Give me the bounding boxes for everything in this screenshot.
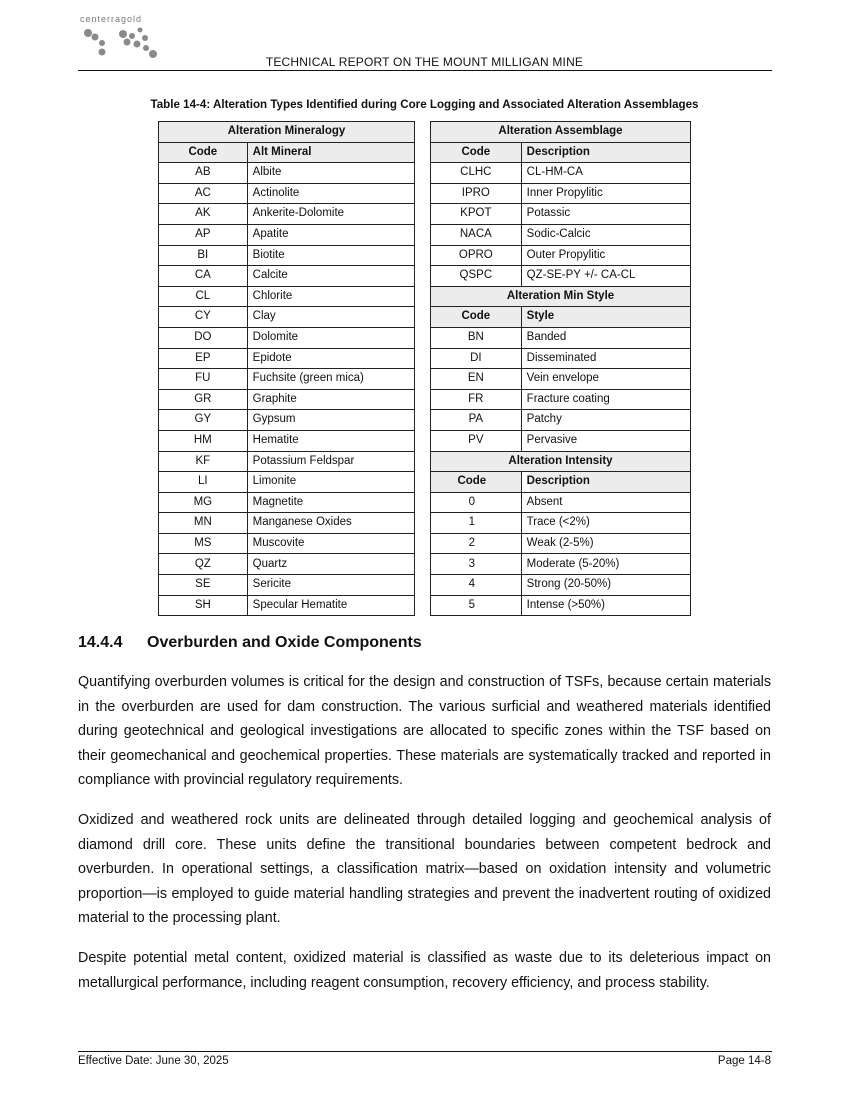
code-cell: EP — [159, 348, 248, 369]
column-header-alt-mineral: Alt Mineral — [247, 142, 414, 163]
table-row — [431, 389, 691, 410]
code-cell: SE — [159, 575, 248, 596]
code-cell: HM — [159, 430, 248, 451]
section-title: Overburden and Oxide Components — [147, 634, 422, 651]
description-cell: Absent — [521, 492, 690, 513]
description-cell: Pervasive — [521, 430, 690, 451]
table-row — [159, 430, 415, 451]
description-cell: Limonite — [247, 472, 414, 493]
table-row — [159, 410, 415, 431]
code-cell: 4 — [431, 575, 522, 596]
table-row — [159, 451, 415, 472]
table-row — [159, 369, 415, 390]
description-cell: Manganese Oxides — [247, 513, 414, 534]
description-cell: Apatite — [247, 224, 414, 245]
description-cell: Strong (20-50%) — [521, 575, 690, 596]
description-cell: Calcite — [247, 266, 414, 287]
column-header-description: Style — [521, 307, 690, 328]
column-header-code: Code — [431, 142, 522, 163]
description-cell: Banded — [521, 327, 690, 348]
code-cell: SH — [159, 595, 248, 616]
table-title-row — [431, 122, 691, 143]
description-cell: Vein envelope — [521, 369, 690, 390]
table-row — [431, 224, 691, 245]
code-cell: PV — [431, 430, 522, 451]
table-title-row — [159, 122, 415, 143]
description-cell: Sodic-Calcic — [521, 224, 690, 245]
table-title-row — [431, 451, 691, 472]
description-cell: Ankerite-Dolomite — [247, 204, 414, 225]
table-row — [431, 554, 691, 575]
alteration-mineralogy-body — [159, 122, 415, 616]
description-cell: Hematite — [247, 430, 414, 451]
code-cell: QSPC — [431, 266, 522, 287]
table-row — [159, 163, 415, 184]
code-cell: BI — [159, 245, 248, 266]
description-cell: Potassic — [521, 204, 690, 225]
alteration-intensity-title: Alteration Intensity — [431, 451, 691, 472]
table-row — [431, 410, 691, 431]
table-row — [431, 183, 691, 204]
description-cell: Potassium Feldspar — [247, 451, 414, 472]
code-cell: KPOT — [431, 204, 522, 225]
description-cell: Specular Hematite — [247, 595, 414, 616]
footer-divider — [78, 1051, 772, 1052]
code-cell: BN — [431, 327, 522, 348]
description-cell: CL-HM-CA — [521, 163, 690, 184]
table-row — [159, 575, 415, 596]
column-header-description: Description — [521, 142, 690, 163]
table-row — [159, 286, 415, 307]
code-cell: NACA — [431, 224, 522, 245]
table-row — [431, 245, 691, 266]
description-cell: Disseminated — [521, 348, 690, 369]
code-cell: IPRO — [431, 183, 522, 204]
body-paragraph: Quantifying overburden volumes is critical for the design and construction of TSFs, because certain materials in the overburden are used for dam construction. The various surficial and weathered materials identified during geotechnical and geological investigations are allocated to specific zones within the TSF based on their geomechanical and geochemical properties. These materials are systematically tracked and reported in compliance with provincial regulatory requirements. — [78, 674, 771, 788]
description-cell: QZ-SE-PY +/- CA-CL — [521, 266, 690, 287]
code-cell: 5 — [431, 595, 522, 616]
page-number: Page 14-8 — [717, 1055, 771, 1067]
column-header-row — [431, 142, 691, 163]
alteration-mineralogy-title: Alteration Mineralogy — [159, 122, 415, 143]
code-cell: MN — [159, 513, 248, 534]
table-row — [159, 348, 415, 369]
table-row — [159, 307, 415, 328]
code-cell: CY — [159, 307, 248, 328]
description-cell: Fracture coating — [521, 389, 690, 410]
code-cell: FR — [431, 389, 522, 410]
body-paragraph: Oxidized and weathered rock units are delineated through detailed logging and geochemical analysis of diamond drill core. These units define the transitional boundaries between competent bedrock and overburden. In operational settings, a classification matrix—based on oxidation intensity and volumetric proportion—is employed to guide material handling strategies and prevent the inadvertent routing of oxidized material to the processing plant. — [78, 812, 771, 926]
description-cell: Intense (>50%) — [521, 595, 690, 616]
effective-date: Effective Date: June 30, 2025 — [78, 1055, 229, 1067]
code-cell: AP — [159, 224, 248, 245]
table-row — [431, 348, 691, 369]
description-cell: Quartz — [247, 554, 414, 575]
code-cell: AB — [159, 163, 248, 184]
code-cell: DI — [431, 348, 522, 369]
code-cell: 3 — [431, 554, 522, 575]
code-cell: 2 — [431, 533, 522, 554]
column-header-code: Code — [159, 142, 248, 163]
column-header-row — [431, 472, 691, 493]
table-row — [159, 595, 415, 616]
table-row — [159, 554, 415, 575]
table-row — [159, 389, 415, 410]
table-row — [159, 327, 415, 348]
description-cell: Inner Propylitic — [521, 183, 690, 204]
column-header-code: Code — [431, 472, 522, 493]
header-divider — [78, 70, 772, 71]
section-heading — [78, 634, 422, 652]
description-cell: Weak (2-5%) — [521, 533, 690, 554]
description-cell: Fuchsite (green mica) — [247, 369, 414, 390]
code-cell: CLHC — [431, 163, 522, 184]
code-cell: QZ — [159, 554, 248, 575]
table-row — [431, 513, 691, 534]
description-cell: Dolomite — [247, 327, 414, 348]
table-row — [159, 533, 415, 554]
body-paragraph: Despite potential metal content, oxidized material is classified as waste due to its deleterious impact on metallurgical performance, including reagent consumption, recovery efficiency, and process stability. — [78, 950, 771, 991]
table-row — [431, 327, 691, 348]
alteration-mineralogy-table — [158, 121, 415, 616]
table-row — [431, 492, 691, 513]
alteration-assemblage-table — [430, 121, 691, 616]
code-cell: OPRO — [431, 245, 522, 266]
description-cell: Sericite — [247, 575, 414, 596]
alteration-assemblage-body — [431, 122, 691, 616]
code-cell: AC — [159, 183, 248, 204]
code-cell: CA — [159, 266, 248, 287]
table-row — [431, 575, 691, 596]
table-row — [431, 533, 691, 554]
code-cell: 0 — [431, 492, 522, 513]
alteration-min-style-title: Alteration Min Style — [431, 286, 691, 307]
table-row — [431, 369, 691, 390]
code-cell: 1 — [431, 513, 522, 534]
description-cell: Trace (<2%) — [521, 513, 690, 534]
description-cell: Outer Propylitic — [521, 245, 690, 266]
code-cell: LI — [159, 472, 248, 493]
description-cell: Actinolite — [247, 183, 414, 204]
table-row — [431, 163, 691, 184]
description-cell: Chlorite — [247, 286, 414, 307]
description-cell: Epidote — [247, 348, 414, 369]
logo-wordmark: centerragold — [80, 14, 143, 24]
column-header-row — [431, 307, 691, 328]
code-cell: MG — [159, 492, 248, 513]
description-cell: Patchy — [521, 410, 690, 431]
description-cell: Clay — [247, 307, 414, 328]
description-cell: Magnetite — [247, 492, 414, 513]
table-title-row — [431, 286, 691, 307]
column-header-description: Description — [521, 472, 690, 493]
code-cell: EN — [431, 369, 522, 390]
code-cell: PA — [431, 410, 522, 431]
table-row — [431, 595, 691, 616]
description-cell: Moderate (5-20%) — [521, 554, 690, 575]
table-row — [159, 266, 415, 287]
table-row — [159, 245, 415, 266]
table-row — [431, 266, 691, 287]
table-row — [159, 513, 415, 534]
description-cell: Biotite — [247, 245, 414, 266]
code-cell: GY — [159, 410, 248, 431]
code-cell: FU — [159, 369, 248, 390]
column-header-row — [159, 142, 415, 163]
code-cell: DO — [159, 327, 248, 348]
code-cell: CL — [159, 286, 248, 307]
section-number: 14.4.4 — [78, 634, 123, 651]
table-row — [159, 183, 415, 204]
alteration-assemblage-title: Alteration Assemblage — [431, 122, 691, 143]
table-caption: Table 14-4: Alteration Types Identified during Core Logging and Associated Alteration Assemblages — [150, 98, 699, 111]
column-header-code: Code — [431, 307, 522, 328]
code-cell: MS — [159, 533, 248, 554]
table-row — [431, 204, 691, 225]
description-cell: Gypsum — [247, 410, 414, 431]
description-cell: Albite — [247, 163, 414, 184]
description-cell: Graphite — [247, 389, 414, 410]
report-title: TECHNICAL REPORT ON THE MOUNT MILLIGAN MINE — [265, 55, 584, 69]
description-cell: Muscovite — [247, 533, 414, 554]
table-row — [159, 204, 415, 225]
code-cell: AK — [159, 204, 248, 225]
table-row — [431, 430, 691, 451]
table-row — [159, 472, 415, 493]
code-cell: KF — [159, 451, 248, 472]
table-row — [159, 492, 415, 513]
table-row — [159, 224, 415, 245]
code-cell: GR — [159, 389, 248, 410]
